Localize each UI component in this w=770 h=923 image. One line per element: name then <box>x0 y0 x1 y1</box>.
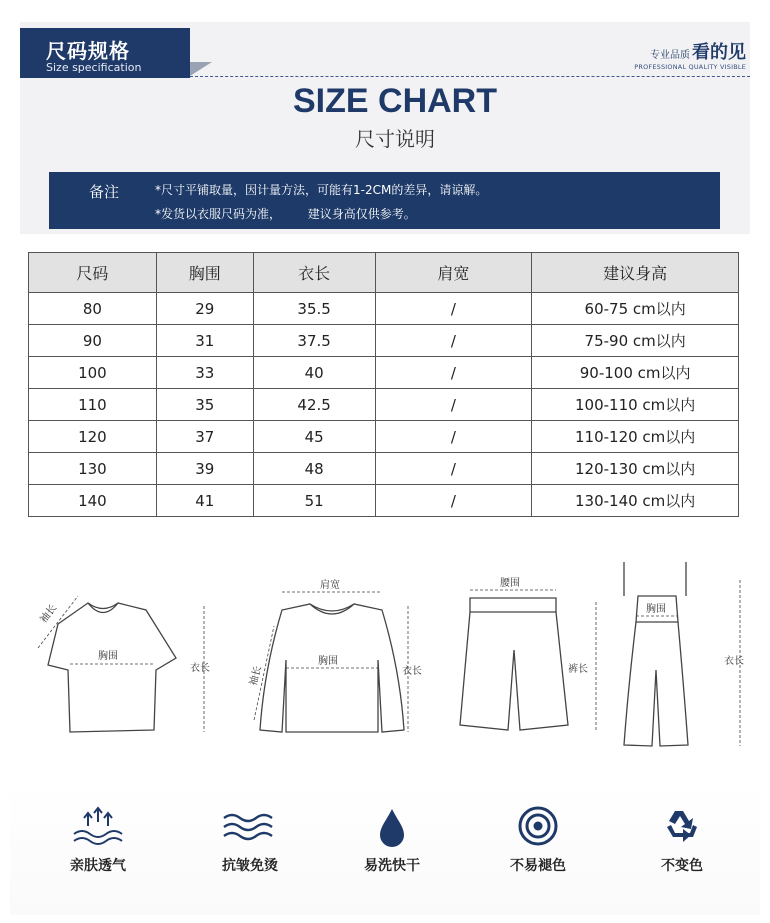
tshirt-diagram <box>18 540 228 750</box>
tshirt-outline <box>48 603 176 732</box>
shorts-length-label: 裤长 <box>568 664 588 675</box>
feature-no-fade <box>478 805 598 875</box>
table-row <box>29 293 739 325</box>
feature-breathable <box>38 805 158 875</box>
shorts-diagram <box>446 540 606 750</box>
cell: / <box>375 357 532 389</box>
overalls-diagram <box>608 540 763 760</box>
quality-small-text: 专业品质 <box>650 50 690 61</box>
header-shoulder: 肩宽 <box>375 253 532 293</box>
table-header-row <box>29 253 739 293</box>
table-row <box>29 421 739 453</box>
feature-label: 不易褪色 <box>510 858 566 874</box>
cell: 90 <box>29 325 157 357</box>
cell: / <box>375 293 532 325</box>
breathable-icon <box>68 806 128 846</box>
header-height: 建议身高 <box>532 253 739 293</box>
page-subtitle: 尺寸说明 <box>355 127 435 151</box>
tshirt-sleeve-label: 袖长 <box>38 602 60 626</box>
cell: 48 <box>253 453 375 485</box>
tab-title-cn: 尺码规格 <box>46 39 130 63</box>
target-icon <box>517 805 559 847</box>
header-length: 衣长 <box>253 253 375 293</box>
feature-label: 不变色 <box>661 858 703 874</box>
cell: 110-120 cm以内 <box>532 421 739 453</box>
feature-colorfast <box>622 805 742 875</box>
cell: 40 <box>253 357 375 389</box>
note-line-2: *发货以衣服尺码为准， 建议身高仅供参考。 <box>155 207 416 221</box>
cell: 60-75 cm以内 <box>532 293 739 325</box>
tab-fold-decoration <box>190 62 212 76</box>
cell: 90-100 cm以内 <box>532 357 739 389</box>
cell: 130-140 cm以内 <box>532 485 739 517</box>
anti-wrinkle-icon <box>220 806 280 846</box>
cell: 100 <box>29 357 157 389</box>
table-row <box>29 389 739 421</box>
overalls-chest-label: 胸围 <box>646 604 666 615</box>
cell: 120-130 cm以内 <box>532 453 739 485</box>
cell: 35 <box>156 389 253 421</box>
feature-label: 抗皱免烫 <box>222 858 278 874</box>
cell: 39 <box>156 453 253 485</box>
table-row <box>29 485 739 517</box>
cell: 45 <box>253 421 375 453</box>
size-table <box>28 252 739 517</box>
table-row <box>29 357 739 389</box>
sweater-length-label: 衣长 <box>402 666 422 677</box>
cell: 80 <box>29 293 157 325</box>
header-size: 尺码 <box>29 253 157 293</box>
note-box <box>49 172 720 229</box>
overalls-straps <box>624 562 686 596</box>
tshirt-chest-label: 胸围 <box>98 651 118 662</box>
cell: / <box>375 453 532 485</box>
feature-quick-dry <box>332 805 452 875</box>
note-label: 备注 <box>89 183 120 201</box>
cell: 42.5 <box>253 389 375 421</box>
cell: 120 <box>29 421 157 453</box>
cell: 110 <box>29 389 157 421</box>
sweater-chest-label: 胸围 <box>318 656 338 667</box>
cell: 140 <box>29 485 157 517</box>
cell: 35.5 <box>253 293 375 325</box>
table-row <box>29 453 739 485</box>
cell: / <box>375 325 532 357</box>
cell: 75-90 cm以内 <box>532 325 739 357</box>
dashed-divider <box>190 76 750 77</box>
tshirt-length-label: 衣长 <box>190 663 210 674</box>
feature-label: 亲肤透气 <box>70 858 126 874</box>
cell: 31 <box>156 325 253 357</box>
cell: / <box>375 485 532 517</box>
cell: 100-110 cm以内 <box>532 389 739 421</box>
cell: 33 <box>156 357 253 389</box>
feature-anti-wrinkle <box>190 805 310 875</box>
recycle-icon <box>661 805 703 847</box>
size-spec-tab <box>20 28 190 78</box>
overalls-length-label: 衣长 <box>724 656 744 667</box>
water-drop-icon <box>372 805 412 847</box>
quality-badge <box>634 38 746 71</box>
header-chest: 胸围 <box>156 253 253 293</box>
table-row <box>29 325 739 357</box>
sweater-shoulder-label: 肩宽 <box>320 580 340 591</box>
sweater-sleeve-label: 袖长 <box>248 664 264 688</box>
overalls-legs <box>624 622 688 746</box>
quality-big-text: 看的见 <box>692 42 746 63</box>
note-line-1: *尺寸平铺取量，因计量方法，可能有1-2CM的差异，请谅解。 <box>155 183 488 197</box>
cell: 37 <box>156 421 253 453</box>
shorts-waist-label: 腰围 <box>500 578 520 589</box>
quality-en-text: PROFESSIONAL QUALITY VISIBLE <box>634 63 746 71</box>
cell: / <box>375 421 532 453</box>
feature-label: 易洗快干 <box>364 858 420 874</box>
shorts-waistband <box>470 598 556 612</box>
sweater-diagram <box>232 540 442 750</box>
cell: 37.5 <box>253 325 375 357</box>
tab-title-en: Size specification <box>46 61 142 74</box>
page-title: SIZE CHART <box>293 82 497 120</box>
cell: 41 <box>156 485 253 517</box>
cell: / <box>375 389 532 421</box>
cell: 51 <box>253 485 375 517</box>
shorts-legs <box>460 612 568 730</box>
cell: 130 <box>29 453 157 485</box>
cell: 29 <box>156 293 253 325</box>
